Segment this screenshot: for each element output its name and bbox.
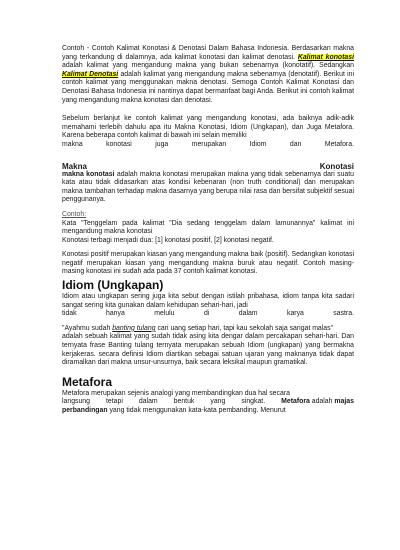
idiom-heading: Idiom (Ungkapan) [62, 278, 164, 293]
word: konotasi [106, 140, 132, 148]
banting-tulang-phrase: banting tulang [112, 324, 156, 332]
word: dan [289, 140, 302, 148]
metafora-line-3 [62, 407, 354, 416]
word: langsung [62, 398, 90, 406]
perbandingan-term: perbandingan [62, 407, 108, 414]
word: melulu [154, 310, 175, 318]
idiom-quote [62, 325, 354, 334]
word: karya [287, 310, 304, 318]
word: tidak [62, 310, 77, 318]
contoh-line-2: Konotasi terbagi menjadi dua: [1] konotasi positif, [2] konotasi negatif. [62, 236, 274, 244]
makna-konotasi-heading [62, 162, 354, 171]
idiom-last-line [62, 310, 354, 319]
context-last-line [62, 141, 354, 150]
highlight-kalimat-denotasi: Kalimat Denotasi [62, 70, 119, 78]
word: Metafora. [324, 140, 354, 148]
majas-term: majas [334, 398, 354, 406]
word: tetapi [106, 398, 123, 406]
makna-konotasi-text: adalah makna konotasi merupakan makna yang tidak sebenarnya dari suatu kata atau tidak didasarkan atas kondisi kebenaran (non truth conditional) dan merupakan makna tambahan terhadap makna dasarnya yang berupa nilai rasa dan bersifat subjektif sesuai penggunanya. [62, 170, 354, 204]
word: di [203, 310, 210, 318]
metafora-line-2 [62, 398, 354, 407]
word: juga [155, 140, 169, 148]
contoh-line-3: Konotasi positif merupakan kiasan yang mengandung makna baik (positif). Sedangkan konotasi negatif merupakan kiasan yang mengandung makna buruk atau negatif. Contoh masing-masing konotasi ini sudah ada pada 37 contoh kalimat konotasi. [62, 251, 354, 276]
intro-paragraph [62, 45, 354, 105]
intro-text: Contoh - Contoh Kalimat Konotasi & Denotasi Dalam Bahasa Indonesia. Berdasarkan makna yang terkandung di dalamnya, ada kalimat konotasi dan kalimat denotasi. [62, 45, 354, 61]
contoh-label: Contoh: [62, 210, 87, 218]
heading-word: Makna [62, 161, 87, 171]
contoh-line-1: Kata "Tenggelam pada kalimat "Dia sedang tenggelam dalam lamunannya" kalimat ini mengandung makna konotasi [62, 219, 354, 236]
word: yang [210, 398, 226, 406]
word: sastra. [333, 310, 354, 318]
word: singkat. [241, 398, 266, 406]
metafora-line-1: Metafora merupakan sejenis analogi yang membandingkan dua hal secara [62, 389, 290, 397]
idiom-paragraph: Idiom atau ungkapan sering juga kita sebut dengan istilah pribahasa, idiom tanpa kita sadari sangat sering kita gunakan dalam kehidupan sehari-hari, jadi [62, 293, 354, 309]
makna-konotasi-paragraph [62, 171, 354, 205]
word-group [281, 398, 354, 407]
idiom-explanation: adalah sebuah kalimat yang sudah tidak asing kita dengar dalam percakapan sehari-hari. Dan ternyata frase Banting tulang ternyata merupakan sebuah Idiom (ungkapan) yang bermakna kerjakeras. secara definisi Idiom diartikan sebagai satuan ujaran yang maknanya tidak dapat diramalkan dari makna unsur-unsurnya, baik secara leksikal maupun gramatikal. [62, 333, 354, 367]
context-paragraph: Sebelum berlanjut ke contoh kalimat yang mengandung konotasi, ada baiknya adik-adik memahami terlebih dahulu apa itu Makna Konotasi, Idiom (Ungkapan), dan Juga Metafora. Karena beberapa contoh kalimat di bawah ini selain memiliki [62, 115, 354, 140]
metafora-term: Metafora [281, 398, 310, 406]
highlight-kalimat-konotasi: Kalimat konotasi [297, 53, 354, 61]
metafora-heading: Metafora [62, 374, 113, 389]
intro-text-2: adalah kalimat yang mengandung makna yang bukan sebenarnya (konotatif). Sedangkan [62, 62, 354, 70]
word: adalah [311, 398, 333, 406]
word: merupakan [191, 140, 227, 148]
word: makna [62, 140, 83, 148]
word: hanya [106, 310, 125, 318]
heading-word: Konotasi [319, 161, 354, 171]
word: dalam [238, 310, 258, 318]
word: dalam [138, 398, 158, 406]
document-body [62, 45, 354, 416]
makna-konotasi-term: makna konotasi [62, 170, 115, 178]
word: bentuk [173, 398, 195, 406]
quote-text: cari uang setiap hari, tapi kau sekolah saja sangat malas" [157, 324, 334, 332]
quote-text: "Ayahmu sudah [62, 324, 111, 332]
intro-text-3: adalah kalimat yang mengandung makna sebenarnya (denotatif). Berikut ini contoh kalimat yang menggunakan makna denotasi. Semoga Contoh Kalimat Konotasi dan Denotasi Bahasa Indonesia ini nantinya dapat bermanfaat bagi Anda. Berikut ini contoh kalimat yang mengandung makna konotasi dan denotasi. [62, 70, 354, 104]
word: Idiom [249, 140, 267, 148]
metafora-text: yang tidak menggunakan kata-kata pembanding. Menurut [109, 407, 286, 414]
